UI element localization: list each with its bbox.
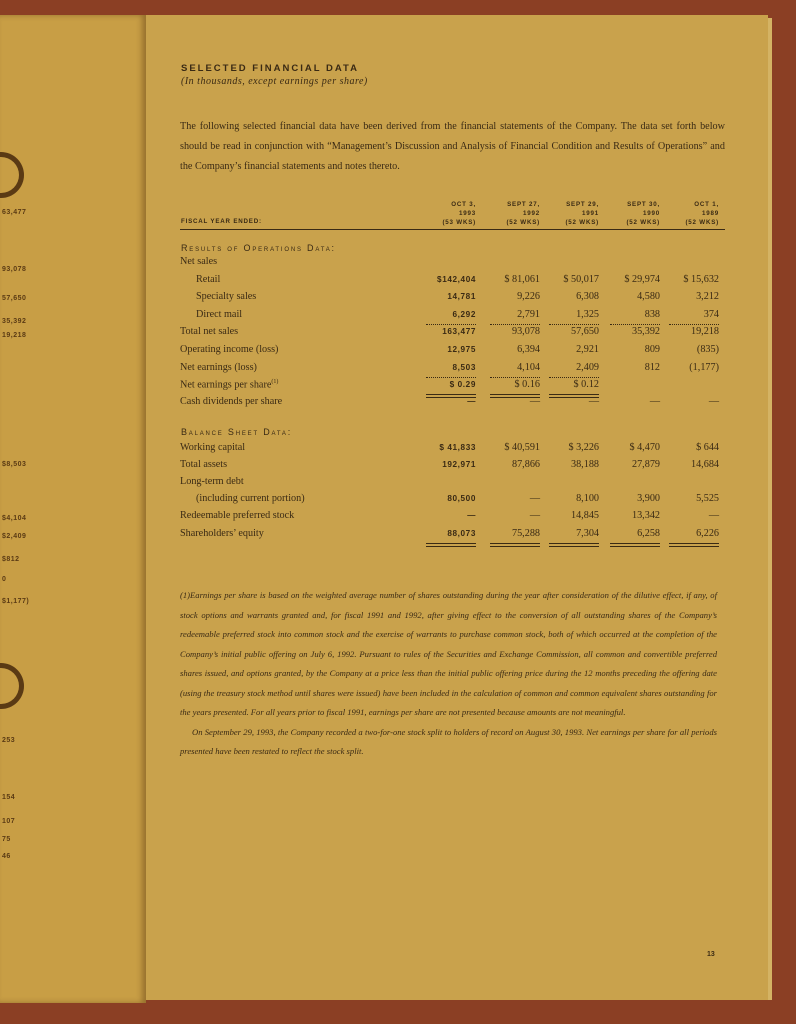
row-label-text: Total assets xyxy=(180,459,228,470)
row-label xyxy=(196,493,305,504)
table-cell: — xyxy=(649,396,660,407)
table-cell: 6,292 xyxy=(452,310,476,319)
double-underline xyxy=(426,394,476,398)
table-cell: 9,226 xyxy=(517,291,540,302)
row-label xyxy=(180,528,264,539)
column-header-year: 1991 xyxy=(582,210,599,217)
row-label xyxy=(180,396,282,407)
table-cell: — xyxy=(529,493,540,504)
left-page-arc-graphic xyxy=(0,152,24,198)
row-label-text: Direct mail xyxy=(196,309,243,320)
table-cell: 163,477 xyxy=(442,327,476,336)
subtotal-dotted-rule xyxy=(549,324,599,325)
table-cell: 35,392 xyxy=(631,326,660,337)
double-underline xyxy=(549,543,599,547)
column-header-year: 1992 xyxy=(523,210,540,217)
left-page xyxy=(0,15,146,1003)
row-label xyxy=(180,362,257,373)
footnotes xyxy=(180,586,717,762)
column-header-year: 1989 xyxy=(702,210,719,217)
footnote-stock-split: On September 29, 1993, the Company recorded a two-for-one stock split to holders of record on August 30, 1993. Net earnings per share for all periods presented have been restated to reflect the stock split. xyxy=(180,726,717,756)
subtotal-dotted-rule xyxy=(426,324,476,325)
table-cell: 13,342 xyxy=(631,510,660,521)
row-label-text: (including current portion) xyxy=(196,493,305,504)
table-cell: $ 50,017 xyxy=(563,274,599,285)
table-cell: $ 15,632 xyxy=(683,274,719,285)
subtotal-dotted-rule xyxy=(610,324,660,325)
table-cell: 27,879 xyxy=(631,459,660,470)
table-cell: 6,226 xyxy=(696,528,719,539)
left-page-number: 46 xyxy=(2,853,11,860)
column-header xyxy=(480,200,540,227)
table-cell: 7,304 xyxy=(576,528,599,539)
left-page-number: $4,104 xyxy=(2,515,27,522)
table-cell: 2,409 xyxy=(576,362,599,373)
table-cell: 80,500 xyxy=(447,494,476,503)
table-cell: 3,900 xyxy=(637,493,660,504)
left-page-number: 19,218 xyxy=(2,332,27,339)
row-label xyxy=(180,510,294,521)
column-header-weeks: (52 WKS) xyxy=(565,219,599,226)
table-cell: $ 41,833 xyxy=(439,443,476,452)
table-cell: 14,781 xyxy=(447,292,476,301)
row-label xyxy=(180,442,245,453)
table-cell: $ 0.12 xyxy=(573,379,599,390)
table-cell: 87,866 xyxy=(511,459,540,470)
table-cell: — xyxy=(529,396,540,407)
left-page-number: 35,392 xyxy=(2,318,27,325)
table-cell: $ 0.29 xyxy=(449,380,476,389)
double-underline xyxy=(610,543,660,547)
table-cell: 88,073 xyxy=(447,529,476,538)
left-page-arc-graphic xyxy=(0,663,24,709)
page-number: 13 xyxy=(707,951,715,958)
column-header-weeks: (52 WKS) xyxy=(626,219,660,226)
table-cell: 8,100 xyxy=(576,493,599,504)
table-cell: $ 644 xyxy=(696,442,719,453)
page-subtitle: (In thousands, except earnings per share) xyxy=(181,76,368,87)
table-cell: 192,971 xyxy=(442,460,476,469)
subtotal-dotted-rule xyxy=(490,324,540,325)
left-page-number: $812 xyxy=(2,556,20,563)
table-cell: $ 81,061 xyxy=(504,274,540,285)
footnote-marker: (1) xyxy=(271,379,279,385)
column-header xyxy=(416,200,476,227)
table-cell: 14,845 xyxy=(570,510,599,521)
row-label-text: Total net sales xyxy=(180,326,239,337)
balance-section-title: Balance Sheet Data: xyxy=(181,427,292,437)
double-underline xyxy=(426,543,476,547)
table-cell: 1,325 xyxy=(576,309,599,320)
table-cell: 93,078 xyxy=(511,326,540,337)
table-cell: (835) xyxy=(696,344,719,355)
column-header-year: 1990 xyxy=(643,210,660,217)
table-cell: 2,791 xyxy=(517,309,540,320)
column-header-weeks: (52 WKS) xyxy=(506,219,540,226)
table-cell: 14,684 xyxy=(690,459,719,470)
left-page-number: 75 xyxy=(2,836,11,843)
row-label xyxy=(196,274,220,285)
row-label-text: Net sales xyxy=(180,256,218,267)
row-label-text: Working capital xyxy=(180,442,246,453)
table-cell: 2,921 xyxy=(576,344,599,355)
row-label xyxy=(180,476,244,487)
column-header-date: OCT 3, xyxy=(451,201,476,208)
column-header-weeks: (52 WKS) xyxy=(685,219,719,226)
table-cell: — xyxy=(588,396,599,407)
left-page-number: $1,177) xyxy=(2,598,30,605)
column-header xyxy=(600,200,660,227)
subtotal-dotted-rule xyxy=(426,377,476,378)
left-page-number: 154 xyxy=(2,794,16,801)
table-cell: $ 4,470 xyxy=(629,442,660,453)
table-cell: (1,177) xyxy=(689,362,719,373)
table-cell: 38,188 xyxy=(570,459,599,470)
table-cell: 8,503 xyxy=(452,363,476,372)
table-cell: 838 xyxy=(644,309,660,320)
row-label-text: Retail xyxy=(196,274,221,285)
left-page-number: $2,409 xyxy=(2,533,27,540)
column-header-year: 1993 xyxy=(459,210,476,217)
subtotal-dotted-rule xyxy=(549,377,599,378)
table-cell: 4,104 xyxy=(517,362,540,373)
table-cell: 6,258 xyxy=(637,528,660,539)
left-page-number: 0 xyxy=(2,576,7,583)
row-label-text: Net earnings per share xyxy=(180,379,272,391)
table-cell: $ 0.16 xyxy=(514,379,540,390)
table-cell: 4,580 xyxy=(637,291,660,302)
row-label xyxy=(196,309,242,320)
row-label-text: Operating income (loss) xyxy=(180,344,279,355)
column-header-date: SEPT 30, xyxy=(627,201,660,208)
table-cell: 12,975 xyxy=(447,345,476,354)
table-cell: $ 3,226 xyxy=(568,442,599,453)
header-rule xyxy=(180,229,725,230)
row-label xyxy=(180,459,227,470)
table-cell: 3,212 xyxy=(696,291,719,302)
left-page-number: 63,477 xyxy=(2,209,27,216)
table-cell: — xyxy=(467,511,476,520)
subtotal-dotted-rule xyxy=(669,324,719,325)
row-label xyxy=(180,379,278,390)
fiscal-year-label: FISCAL YEAR ENDED: xyxy=(181,218,262,225)
table-cell: $ 40,591 xyxy=(504,442,540,453)
row-label-text: Cash dividends per share xyxy=(180,396,283,407)
table-cell: 75,288 xyxy=(511,528,540,539)
table-cell: 809 xyxy=(644,344,660,355)
double-underline xyxy=(490,543,540,547)
table-cell: 374 xyxy=(703,309,719,320)
column-header-date: OCT 1, xyxy=(694,201,719,208)
page-title: SELECTED FINANCIAL DATA xyxy=(181,63,359,74)
table-cell: 57,650 xyxy=(570,326,599,337)
double-underline xyxy=(490,394,540,398)
footnote-earnings-per-share: (1)Earnings per share is based on the weighted average number of shares outstanding during the year after consideration of the dilutive effect, if any, of stock options and warrants granted and, for fiscal 1991 and 1992, after giving effect to the conversion of all outstanding shares of the Company’s redeemable preferred stock into common stock and the exercise of warrants to purchase common stock, both of which occurred at the completion of the Company’s initial public offering on July 6, 1992. Pursuant to rules of the Securities and Exchange Commission, all common and convertible preferred shares issued, and options granted, by the Company at a price less than the initial public offering price during the 12 months preceding the offering date (using the treasury stock method until shares were issued) have been included in the calculation of common and common equivalent shares outstanding for the years presented. For all years prior to fiscal 1991, earnings per share are not presented because amounts are not meaningful. xyxy=(180,590,717,717)
row-label-text: Net earnings (loss) xyxy=(180,362,257,373)
column-header-date: SEPT 29, xyxy=(566,201,599,208)
table-cell: — xyxy=(708,396,719,407)
row-label-text: Shareholders’ equity xyxy=(180,528,264,539)
row-label xyxy=(196,291,256,302)
table-cell: 5,525 xyxy=(696,493,719,504)
table-cell: — xyxy=(529,510,540,521)
left-page-number: 93,078 xyxy=(2,266,27,273)
column-header xyxy=(659,200,719,227)
row-label xyxy=(180,344,278,355)
table-cell: 812 xyxy=(644,362,660,373)
page-edge xyxy=(768,18,772,1000)
results-section-title: Results of Operations Data: xyxy=(181,243,336,253)
column-header xyxy=(539,200,599,227)
table-cell: — xyxy=(708,510,719,521)
subtotal-dotted-rule xyxy=(490,377,540,378)
left-page-number: 107 xyxy=(2,818,16,825)
left-page-number: 253 xyxy=(2,737,16,744)
row-label-text: Redeemable preferred stock xyxy=(180,510,295,521)
double-underline xyxy=(669,543,719,547)
table-cell: 6,394 xyxy=(517,344,540,355)
table-cell: $142,404 xyxy=(437,275,476,284)
table-cell: 6,308 xyxy=(576,291,599,302)
table-cell: — xyxy=(467,397,476,406)
row-label xyxy=(180,256,217,267)
left-page-number: 57,650 xyxy=(2,295,27,302)
table-cell: $ 29,974 xyxy=(624,274,660,285)
double-underline xyxy=(549,394,599,398)
column-header-date: SEPT 27, xyxy=(507,201,540,208)
table-cell: 19,218 xyxy=(690,326,719,337)
row-label xyxy=(180,326,238,337)
row-label-text: Specialty sales xyxy=(196,291,257,302)
left-page-number: $8,503 xyxy=(2,461,27,468)
row-label-text: Long-term debt xyxy=(180,476,244,487)
intro-paragraph: The following selected financial data have been derived from the financial statements of the Company. The data set forth below should be read in conjunction with “Management’s Discussion and Analysis of Financial Condition and Results of Operations” and the Company’s financial statements and notes thereto. xyxy=(180,121,725,172)
column-header-weeks: (53 WKS) xyxy=(442,219,476,226)
